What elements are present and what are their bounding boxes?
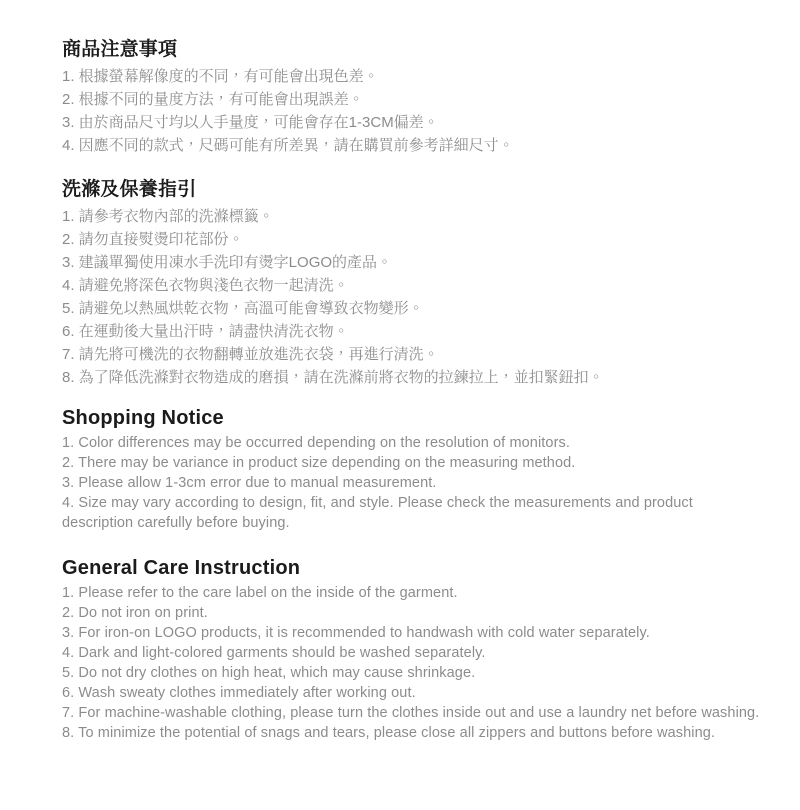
list-item: 4. Dark and light-colored garments should be washed separately. bbox=[62, 645, 486, 661]
list-item: 3. 建議單獨使用凍水手洗印有燙字LOGO的產品。 bbox=[62, 254, 393, 271]
list-item: 7. For machine-washable clothing, please turn the clothes inside out and use a laundry net before washing. bbox=[62, 705, 760, 721]
list-item: 4. 請避免將深色衣物與淺色衣物一起清洗。 bbox=[62, 277, 349, 294]
list-item: 4. Size may vary according to design, fit, and style. Please check the measurements and product description carefully before buying. bbox=[62, 495, 693, 531]
product-notice-zh-list bbox=[62, 65, 762, 157]
list-item: 4. 因應不同的款式，尺碼可能有所差異，請在購買前參考詳細尺寸。 bbox=[62, 137, 514, 154]
list-item: 3. Please allow 1-3cm error due to manual measurement. bbox=[62, 475, 437, 491]
section-title-general-care-instruction-en: General Care Instruction bbox=[62, 557, 301, 579]
section-title-care-guide-zh: 洗滌及保養指引 bbox=[62, 179, 197, 200]
list-item: 2. 請勿直接熨燙印花部份。 bbox=[62, 231, 244, 248]
list-item: 6. Wash sweaty clothes immediately after working out. bbox=[62, 685, 416, 701]
shopping-notice-en-list bbox=[62, 433, 762, 533]
list-item: 1. 請參考衣物內部的洗滌標籤。 bbox=[62, 208, 274, 225]
list-item: 2. There may be variance in product size depending on the measuring method. bbox=[62, 455, 576, 471]
list-item: 2. Do not iron on print. bbox=[62, 605, 208, 621]
list-item: 8. 為了降低洗滌對衣物造成的磨損，請在洗滌前將衣物的拉鍊拉上，並扣緊鈕扣。 bbox=[62, 369, 604, 386]
list-item: 6. 在運動後大量出汗時，請盡快清洗衣物。 bbox=[62, 323, 349, 340]
care-guide-zh-list bbox=[62, 205, 762, 389]
list-item: 3. 由於商品尺寸均以人手量度，可能會存在1-3CM偏差。 bbox=[62, 114, 439, 131]
list-item: 1. Please refer to the care label on the inside of the garment. bbox=[62, 585, 458, 601]
list-item: 1. 根據螢幕解像度的不同，有可能會出現色差。 bbox=[62, 68, 379, 85]
section-title-shopping-notice-en: Shopping Notice bbox=[62, 407, 224, 429]
section-product-notice-zh bbox=[62, 40, 762, 157]
list-item: 1. Color differences may be occurred depending on the resolution of monitors. bbox=[62, 435, 570, 451]
list-item: 5. 請避免以熱風烘乾衣物，高溫可能會導致衣物變形。 bbox=[62, 300, 424, 317]
section-general-care-instruction-en bbox=[62, 558, 762, 743]
section-title-product-notice-zh: 商品注意事項 bbox=[62, 39, 178, 60]
section-shopping-notice-en bbox=[62, 408, 762, 533]
section-care-guide-zh bbox=[62, 180, 762, 389]
general-care-instruction-en-list bbox=[62, 583, 762, 743]
list-item: 5. Do not dry clothes on high heat, which may cause shrinkage. bbox=[62, 665, 476, 681]
list-item: 3. For iron-on LOGO products, it is recommended to handwash with cold water separately. bbox=[62, 625, 650, 641]
list-item: 2. 根據不同的量度方法，有可能會出現誤差。 bbox=[62, 91, 364, 108]
list-item: 7. 請先將可機洗的衣物翻轉並放進洗衣袋，再進行清洗。 bbox=[62, 346, 439, 363]
list-item: 8. To minimize the potential of snags and tears, please close all zippers and buttons before washing. bbox=[62, 725, 716, 741]
